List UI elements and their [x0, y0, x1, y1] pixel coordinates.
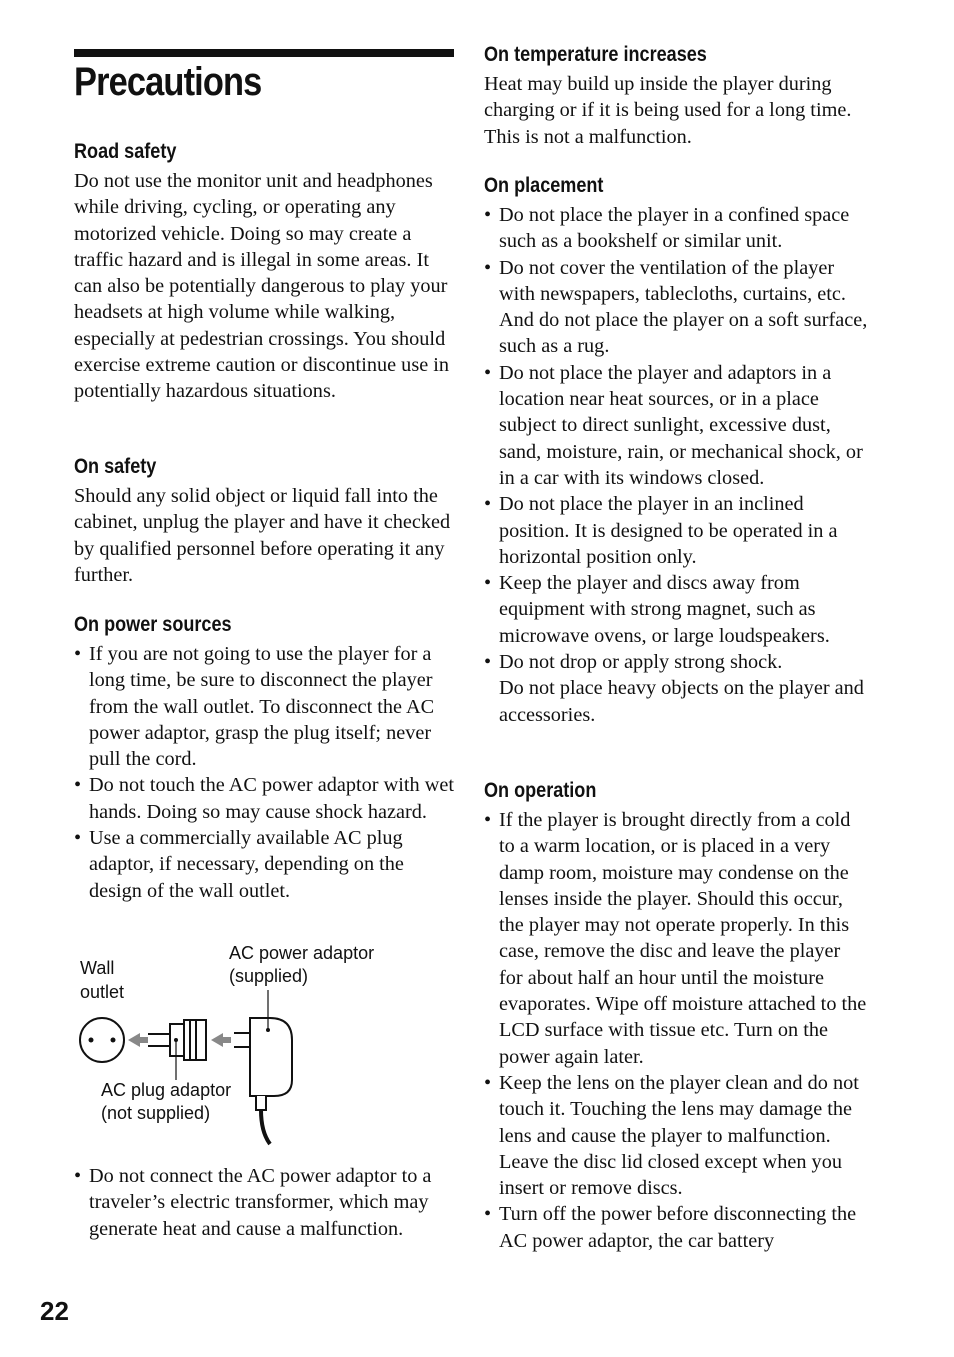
road-safety-text: Do not use the monitor unit and headphones while driving, cycling, or operating any motorized vehicle. Doing so may create a traffic hazard and is illegal in some areas. It can also be potentially dangerous to play your headsets at high volume while walking, especially at pedestrian crossings. You should exercise extreme caution or discontinue use in potentially hazardous situations. — [74, 170, 450, 403]
label-wall-outlet-1: Wall — [80, 958, 115, 978]
label-plug-adaptor-2: (not supplied) — [101, 1103, 211, 1123]
heading-temperature: On temperature increases — [484, 43, 707, 66]
section-operation — [484, 777, 868, 1254]
page-title: Precautions — [74, 60, 262, 104]
list-item: • Do not touch the AC power adaptor with wet hands. Doing so may cause shock hazard. — [74, 772, 456, 825]
list-item: • Do not place the player and adaptors in a location near heat sources, or in a place subject to direct sunlight, excessive dust, sand, moisture, rain, or mechanical shock, or in a car with its windows closed. — [484, 360, 868, 491]
power-adaptor-figure — [74, 940, 454, 1150]
adaptor-illustration — [74, 940, 454, 1150]
arrow-left-icon — [211, 1033, 231, 1047]
list-item: • Do not place the player in a confined space such as a bookshelf or similar unit. — [484, 202, 868, 255]
ac-adaptor-icon — [234, 1018, 292, 1144]
list-item: • Keep the player and discs away from equipment with strong magnet, such as microwave ovens, or large loudspeakers. — [484, 570, 868, 649]
heading-power-sources: On power sources — [74, 613, 232, 636]
section-temperature — [484, 41, 868, 150]
section-placement — [484, 172, 868, 728]
drop-item-line1: • Do not drop or apply strong shock. — [499, 651, 783, 674]
list-item: • Turn off the power before disconnecting the AC power adaptor, the car battery — [484, 1201, 868, 1254]
heading-on-safety: On safety — [74, 455, 157, 478]
list-item — [484, 649, 868, 728]
list-item: • Keep the lens on the player clean and do not touch it. Touching the lens may damage the lens and cause the player to malfunction. Leave the disc lid closed except when you insert or remove discs. — [484, 1070, 868, 1201]
heading-operation: On operation — [484, 779, 597, 802]
power-sources-list — [74, 641, 456, 904]
list-item: • Use a commercially available AC plug adaptor, if necessary, depending on the design of the wall outlet. — [74, 825, 456, 904]
list-item: • Do not place the player in an inclined position. It is designed to be operated in a horizontal position only. — [484, 491, 868, 570]
list-item: • Do not connect the AC power adaptor to a traveler’s electric transformer, which may generate heat and cause a malfunction. — [74, 1163, 456, 1242]
power-sources-list-cont — [74, 1163, 456, 1242]
arrow-left-icon — [128, 1033, 148, 1047]
list-item: • Do not cover the ventilation of the player with newspapers, tablecloths, curtains, etc. And do not place the player on a soft surface, such as a rug. — [484, 255, 868, 360]
label-wall-outlet-2: outlet — [80, 982, 125, 1002]
temperature-text: Heat may build up inside the player during charging or if it is being used for a long time. This is not a malfunction. — [484, 73, 852, 148]
list-item: • If the player is brought directly from a cold to a warm location, or is placed in a very damp room, moisture may condense on the lenses inside the player. Should this occur, the player may not operate properly. In this case, remove the disc and leave the player for about half an hour until the moisture evaporates. Wipe off moisture attached to the LCD surface with tissue etc. Turn on the power again later. — [484, 807, 868, 1070]
label-ac-adaptor-1: AC power adaptor — [229, 943, 375, 963]
section-road-safety — [74, 138, 456, 405]
wall-outlet-icon — [80, 1018, 124, 1062]
section-power-sources — [74, 611, 456, 904]
heading-placement: On placement — [484, 174, 604, 197]
operation-list — [484, 807, 868, 1254]
page-number: 22 — [40, 1296, 69, 1326]
section-power-sources-cont — [74, 1163, 456, 1242]
placement-list — [484, 202, 868, 728]
label-plug-adaptor-1: AC plug adaptor — [101, 1080, 232, 1100]
on-safety-text: Should any solid object or liquid fall into the cabinet, unplug the player and have it checked by qualified personnel before operating it any further. — [74, 485, 451, 586]
list-item: • If you are not going to use the player for a long time, be sure to disconnect the player from the wall outlet. To disconnect the AC power adaptor, grasp the plug itself; never pull the cord. — [74, 641, 456, 772]
drop-item-line2: Do not place heavy objects on the player and accessories. — [499, 677, 864, 726]
title-rule — [74, 49, 454, 57]
heading-road-safety: Road safety — [74, 140, 177, 163]
label-ac-adaptor-2: (supplied) — [229, 966, 309, 986]
section-on-safety — [74, 453, 456, 588]
